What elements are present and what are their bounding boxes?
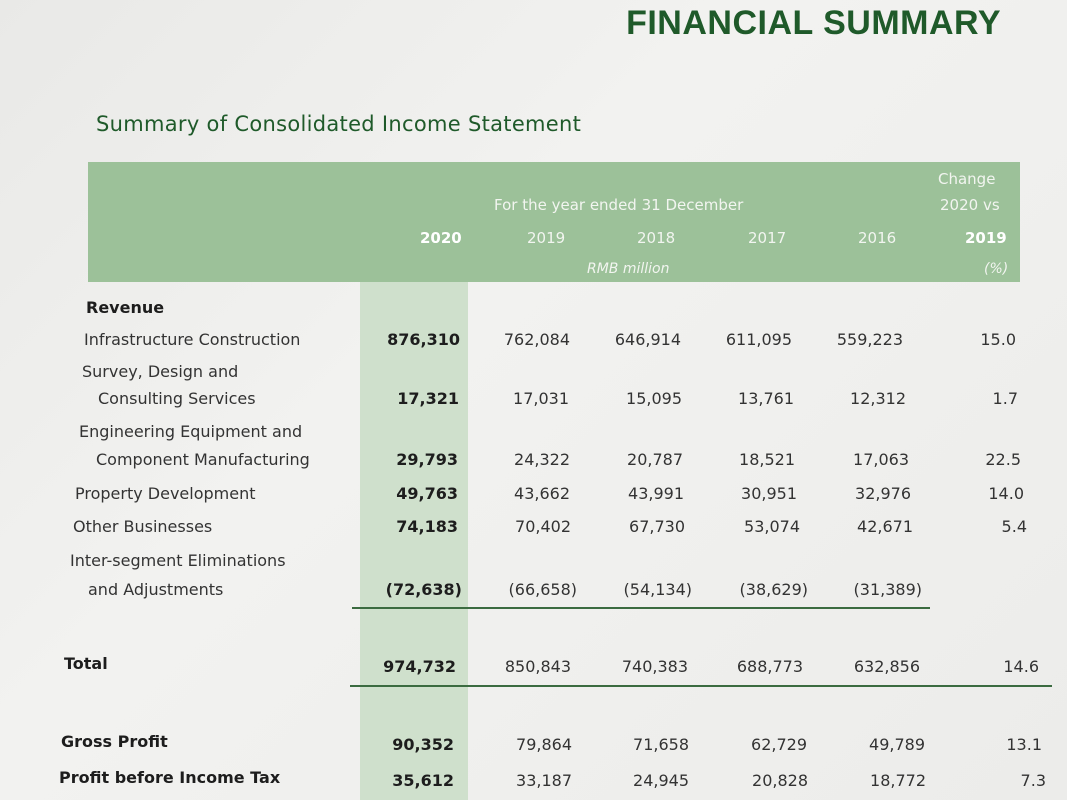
table-cell: 62,729 bbox=[751, 735, 807, 754]
table-cell: 67,730 bbox=[629, 517, 685, 536]
header-year-2017: 2017 bbox=[748, 229, 787, 247]
table-cell-change: 5.4 bbox=[1001, 517, 1027, 536]
table-cell: 42,671 bbox=[857, 517, 913, 536]
table-cell: 70,402 bbox=[515, 517, 571, 536]
table-cell: 74,183 bbox=[396, 517, 458, 536]
table-cell: 79,864 bbox=[516, 735, 572, 754]
header-change-line2: 2020 vs bbox=[940, 196, 1000, 214]
table-cell: 90,352 bbox=[392, 735, 454, 754]
row-label: Infrastructure Construction bbox=[84, 330, 301, 349]
header-year-2020: 2020 bbox=[420, 229, 462, 247]
row-label: Survey, Design and bbox=[82, 362, 239, 381]
header-year-2016: 2016 bbox=[858, 229, 897, 247]
table-cell: 17,031 bbox=[513, 389, 569, 408]
row-label: Inter-segment Eliminations bbox=[70, 551, 286, 570]
header-change-unit: (%) bbox=[984, 261, 1009, 277]
row-label-cont: Component Manufacturing bbox=[96, 450, 310, 469]
table-cell: (38,629) bbox=[739, 580, 808, 599]
table-cell: 15,095 bbox=[626, 389, 682, 408]
row-label-cont: Consulting Services bbox=[98, 389, 256, 408]
table-cell: 688,773 bbox=[736, 657, 803, 676]
header-unit: RMB million bbox=[587, 261, 670, 277]
table-cell: 35,612 bbox=[392, 771, 454, 790]
table-cell: 740,383 bbox=[621, 657, 688, 676]
table-cell-change: 22.5 bbox=[985, 450, 1021, 469]
header-year-2018: 2018 bbox=[637, 229, 676, 247]
table-cell: 24,322 bbox=[514, 450, 570, 469]
header-year-2019: 2019 bbox=[527, 229, 566, 247]
table-cell: 18,521 bbox=[739, 450, 795, 469]
table-cell: 20,787 bbox=[627, 450, 683, 469]
table-cell: (72,638) bbox=[385, 580, 462, 599]
table-cell: 17,063 bbox=[853, 450, 909, 469]
table-cell: (54,134) bbox=[623, 580, 692, 599]
row-label: Property Development bbox=[75, 484, 256, 503]
column-2020-highlight bbox=[360, 282, 468, 800]
page-title: FINANCIAL SUMMARY bbox=[626, 4, 1001, 42]
table-cell: (66,658) bbox=[508, 580, 577, 599]
table-cell: 29,793 bbox=[396, 450, 458, 469]
table-cell: 559,223 bbox=[836, 330, 903, 349]
table-cell: 53,074 bbox=[744, 517, 800, 536]
gross-profit-label: Gross Profit bbox=[61, 732, 168, 751]
table-cell: 850,843 bbox=[504, 657, 571, 676]
header-band bbox=[88, 162, 1020, 282]
total-rule bbox=[350, 685, 1052, 687]
row-label: Other Businesses bbox=[73, 517, 213, 536]
table-cell-change: 13.1 bbox=[1006, 735, 1042, 754]
table-cell: 43,991 bbox=[628, 484, 684, 503]
table-cell: 632,856 bbox=[853, 657, 920, 676]
table-cell: 974,732 bbox=[383, 657, 456, 676]
table-cell: 43,662 bbox=[514, 484, 570, 503]
table-cell: 20,828 bbox=[752, 771, 808, 790]
table-cell: 30,951 bbox=[741, 484, 797, 503]
table-cell: 49,763 bbox=[396, 484, 458, 503]
table-cell: 611,095 bbox=[725, 330, 792, 349]
header-period: For the year ended 31 December bbox=[494, 196, 744, 214]
table-cell: 32,976 bbox=[855, 484, 911, 503]
table-cell: 18,772 bbox=[870, 771, 926, 790]
table-cell: 49,789 bbox=[869, 735, 925, 754]
table-cell: 71,658 bbox=[633, 735, 689, 754]
table-cell-change: 7.3 bbox=[1020, 771, 1046, 790]
table-cell-change: 15.0 bbox=[980, 330, 1016, 349]
table-cell: 24,945 bbox=[633, 771, 689, 790]
revenue-heading: Revenue bbox=[86, 298, 165, 317]
table-cell: 17,321 bbox=[397, 389, 459, 408]
table-cell: 33,187 bbox=[516, 771, 572, 790]
profit-before-tax-label: Profit before Income Tax bbox=[59, 768, 281, 787]
table-cell-change: 14.6 bbox=[1003, 657, 1039, 676]
table-cell: 646,914 bbox=[614, 330, 681, 349]
header-change-line3: 2019 bbox=[965, 229, 1007, 247]
header-change-line1: Change bbox=[938, 170, 996, 188]
row-label-cont: and Adjustments bbox=[88, 580, 224, 599]
total-label: Total bbox=[64, 654, 108, 673]
section-subtitle: Summary of Consolidated Income Statement bbox=[96, 112, 582, 136]
table-cell: 12,312 bbox=[850, 389, 906, 408]
subtotal-rule bbox=[352, 607, 930, 609]
table-cell: (31,389) bbox=[853, 580, 922, 599]
table-cell-change: 1.7 bbox=[992, 389, 1018, 408]
table-cell-change: 14.0 bbox=[988, 484, 1024, 503]
table-cell: 762,084 bbox=[503, 330, 570, 349]
table-cell: 876,310 bbox=[387, 330, 460, 349]
table-cell: 13,761 bbox=[738, 389, 794, 408]
row-label: Engineering Equipment and bbox=[79, 422, 303, 441]
